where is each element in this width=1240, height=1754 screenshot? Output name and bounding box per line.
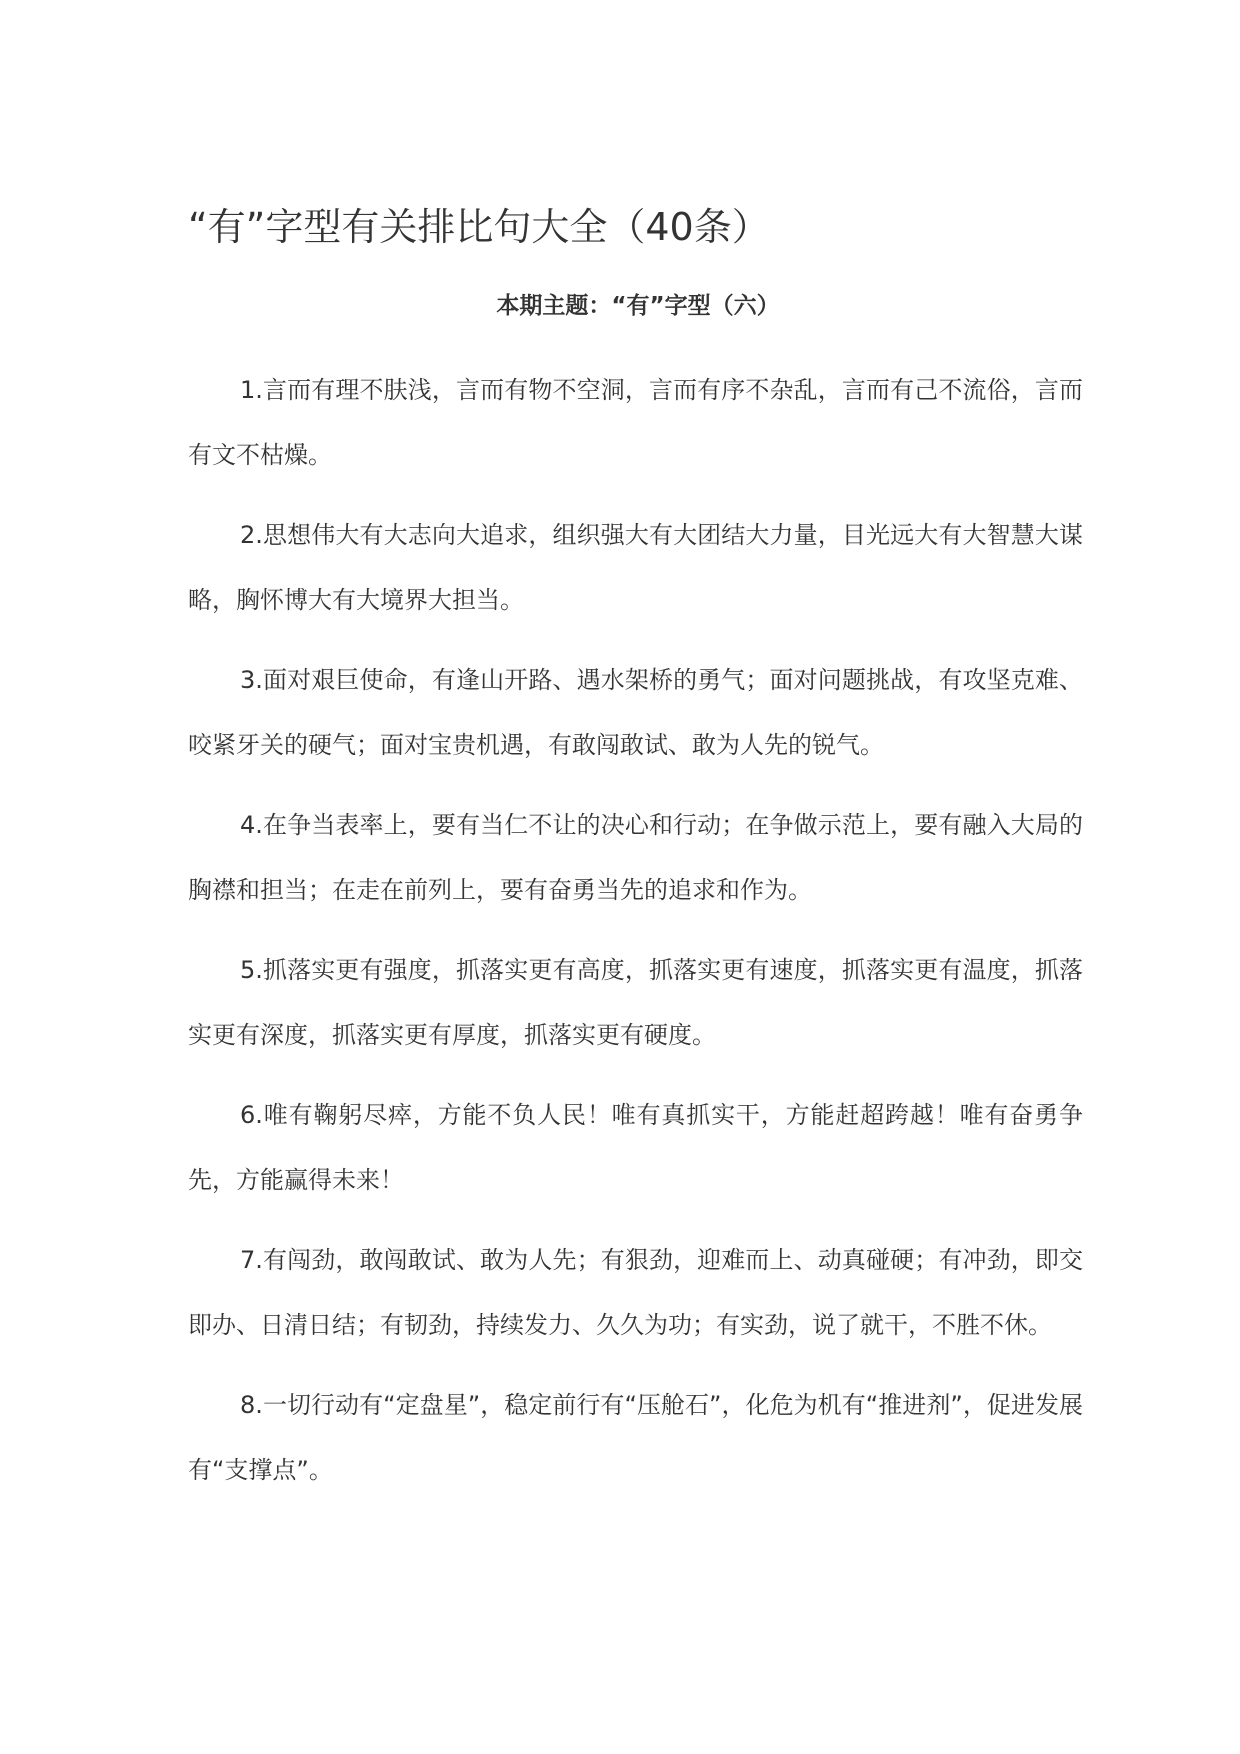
list-item: 4.在争当表率上，要有当仁不让的决心和行动；在争做示范上，要有融入大局的胸襟和担当；在走在前列上，要有奋勇当先的追求和作为。 bbox=[188, 811, 1083, 904]
list-item: 8.一切行动有“定盘星”，稳定前行有“压舱石”，化危为机有“推进剂”，促进发展有“支撑点”。 bbox=[188, 1391, 1083, 1484]
list-item: 1.言而有理不肤浅，言而有物不空洞，言而有序不杂乱，言而有己不流俗，言而有文不枯燥。 bbox=[188, 376, 1083, 469]
document-subtitle: 本期主题：“有”字型（六） bbox=[496, 293, 780, 319]
list-item: 5.抓落实更有强度，抓落实更有高度，抓落实更有速度，抓落实更有温度，抓落实更有深度，抓落实更有厚度，抓落实更有硬度。 bbox=[188, 956, 1083, 1049]
document-title: “有”字型有关排比句大全（40条） bbox=[188, 205, 770, 249]
list-item: 3.面对艰巨使命，有逢山开路、遇水架桥的勇气；面对问题挑战，有攻坚克难、咬紧牙关的硬气；面对宝贵机遇，有敢闯敢试、敢为人先的锐气。 bbox=[188, 666, 1083, 759]
list-item: 2.思想伟大有大志向大追求，组织强大有大团结大力量，目光远大有大智慧大谋略，胸怀博大有大境界大担当。 bbox=[188, 521, 1083, 614]
sentence-list bbox=[188, 358, 1083, 1518]
list-item: 6.唯有鞠躬尽瘁，方能不负人民！唯有真抓实干，方能赶超跨越！唯有奋勇争先，方能赢得未来！ bbox=[188, 1101, 1083, 1194]
list-item: 7.有闯劲，敢闯敢试、敢为人先；有狠劲，迎难而上、动真碰硬；有冲劲，即交即办、日清日结；有韧劲，持续发力、久久为功；有实劲，说了就干，不胜不休。 bbox=[188, 1246, 1083, 1339]
